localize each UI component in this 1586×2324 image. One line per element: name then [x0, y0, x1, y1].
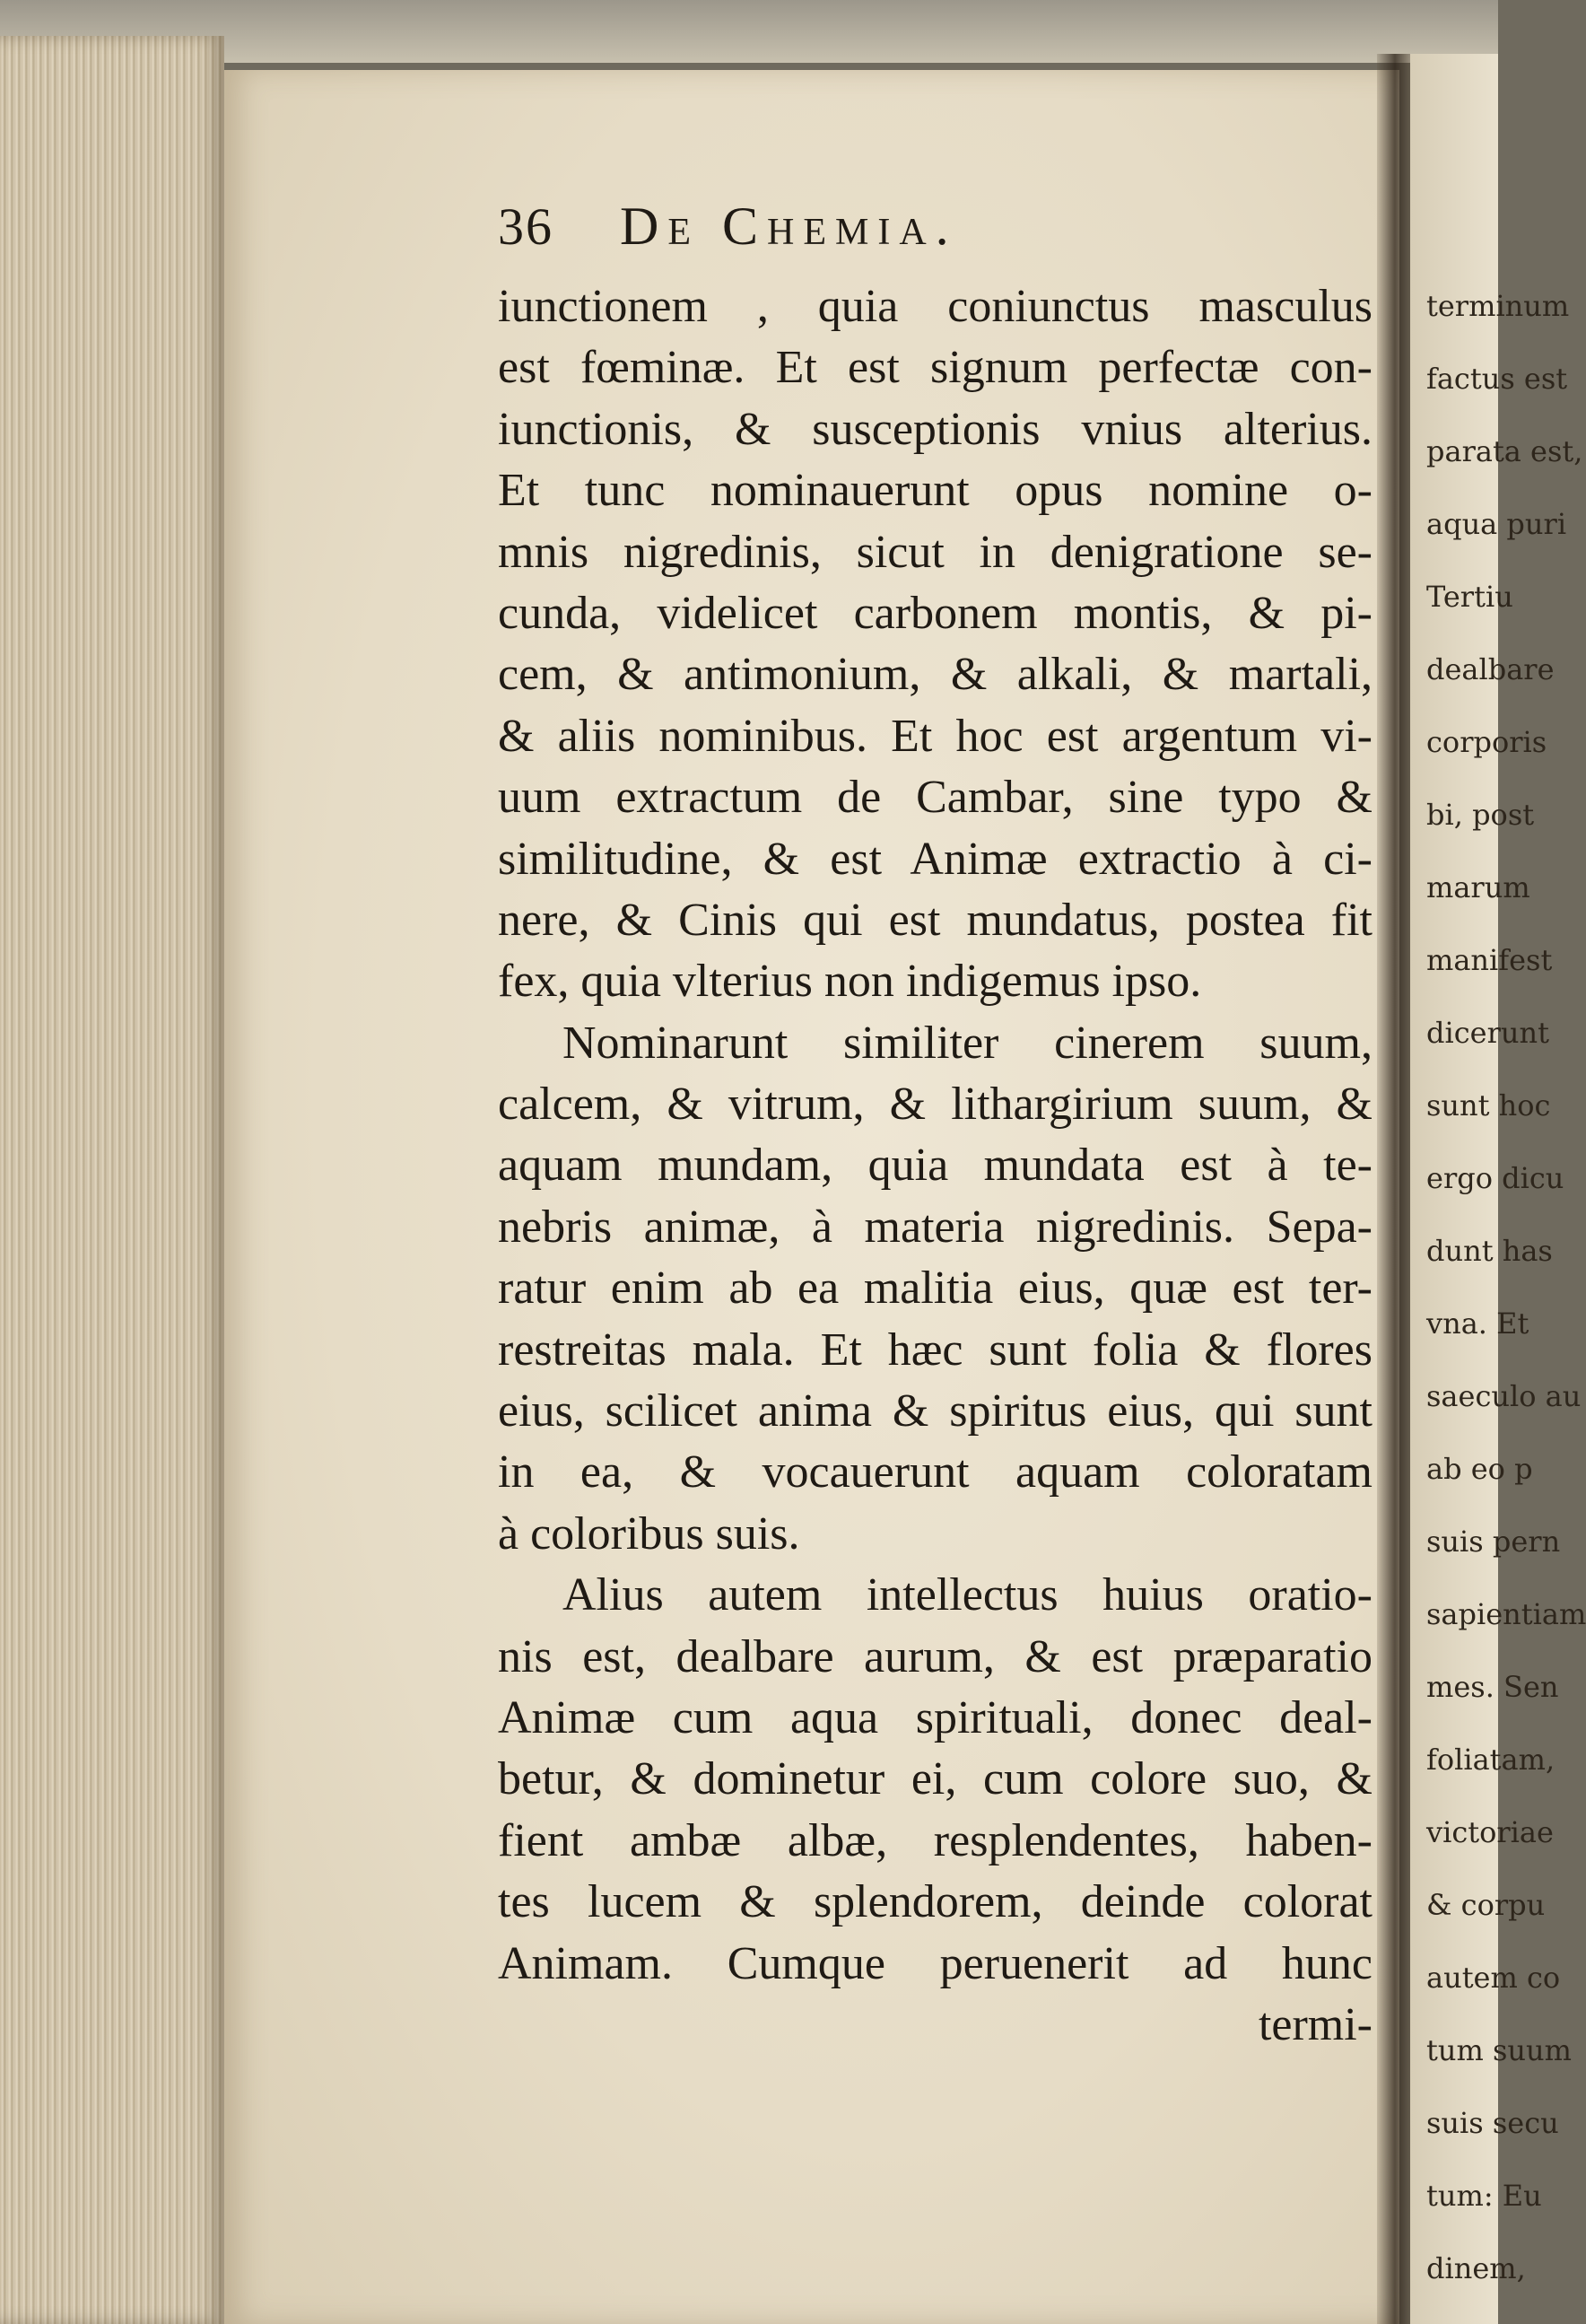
text-line: ratur enim ab ea malitia eius, quæ est ter- — [498, 1262, 1372, 1315]
facing-page — [1410, 54, 1586, 2324]
facing-line: ergo dicu — [1426, 1161, 1564, 1195]
text-line: cunda, videlicet carbonem montis, & pi- — [498, 587, 1372, 639]
text-line: calcem, & vitrum, & lithargirium suum, & — [498, 1079, 1372, 1131]
facing-line: parata est, — [1426, 434, 1583, 468]
text-line: nere, & Cinis qui est mundatus, postea fit — [498, 894, 1372, 946]
facing-line: vna. Et — [1426, 1306, 1529, 1341]
facing-line: ab eo p — [1426, 1452, 1533, 1486]
text-line: Alius autem intellectus huius oratio- — [562, 1569, 1372, 1621]
running-title: De Chemia. — [620, 197, 958, 256]
page-header — [498, 196, 958, 267]
facing-line: dealbare — [1426, 652, 1555, 686]
text-line: & aliis nominibus. Et hoc est argentum vi- — [498, 710, 1372, 762]
text-line: à coloribus suis. — [498, 1507, 800, 1560]
body-text — [498, 276, 1372, 2056]
facing-line: dinem, — [1426, 2251, 1526, 2285]
facing-line: dicerunt — [1426, 1016, 1549, 1050]
page-number: 36 — [498, 197, 553, 256]
facing-line: tum: Eu — [1426, 2179, 1542, 2213]
facing-line: tum suum — [1426, 2033, 1572, 2067]
facing-line: Tertiu — [1426, 580, 1513, 614]
text-line: aquam mundam, quia mundata est à te- — [498, 1140, 1372, 1192]
facing-line: foliatam, — [1426, 1743, 1556, 1777]
text-line: iunctionis, & susceptionis vnius alterius. — [498, 403, 1372, 455]
text-line: betur, & dominetur ei, cum colore suo, & — [498, 1753, 1372, 1805]
scan-top-background — [0, 0, 1498, 63]
text-line: Et tunc nominauerunt opus nomine o- — [498, 465, 1372, 517]
facing-line: mes. Sen — [1426, 1670, 1559, 1704]
facing-line: aqua puri — [1426, 507, 1567, 541]
facing-line: sunt hoc — [1426, 1088, 1551, 1123]
facing-line: dunt has — [1426, 1234, 1553, 1268]
facing-line: bi, post — [1426, 798, 1535, 832]
text-line: eius, scilicet anima & spiritus eius, qui sunt — [498, 1385, 1372, 1437]
text-line: fient ambæ albæ, resplendentes, haben- — [498, 1814, 1372, 1866]
text-line: fex, quia vlterius non indigemus ipso. — [498, 956, 1202, 1008]
facing-line: sapientiam — [1426, 1597, 1586, 1631]
facing-line: corporis — [1426, 725, 1547, 759]
text-line: Animam. Cumque peruenerit ad hunc — [498, 1937, 1372, 1989]
facing-line: autem co — [1426, 1961, 1561, 1995]
text-line: nis est, dealbare aurum, & est præparatio — [498, 1630, 1372, 1682]
facing-line: suis pern — [1426, 1525, 1561, 1559]
text-line: iunctionem , quia coniunctus masculus — [498, 281, 1372, 332]
facing-line: marum — [1426, 870, 1530, 904]
text-line: cem, & antimonium, & alkali, & martali, — [498, 649, 1372, 701]
facing-line: & corpu — [1426, 1888, 1546, 1922]
facing-line: victoriae — [1426, 1815, 1554, 1849]
text-line: mnis nigredinis, sicut in denigratione se- — [498, 526, 1372, 578]
text-line: nebris animæ, à materia nigredinis. Sepa- — [498, 1201, 1372, 1253]
text-line: est fœminæ. Et est signum perfectæ con- — [498, 342, 1372, 394]
facing-line: factus est — [1426, 362, 1568, 396]
facing-line: manifest — [1426, 943, 1553, 977]
text-line: uum extractum de Cambar, sine typo & — [498, 772, 1372, 824]
text-line: in ea, & vocauerunt aquam coloratam — [498, 1446, 1372, 1498]
facing-line: terminum — [1426, 289, 1570, 323]
catchword: termi- — [1258, 1998, 1372, 2050]
facing-line: saeculo au — [1426, 1379, 1582, 1413]
text-line: similitudine, & est Animæ extractio à ci- — [498, 833, 1372, 885]
book-page-edges — [0, 36, 224, 2324]
text-line: restreitas mala. Et hæc sunt folia & flores — [498, 1324, 1372, 1376]
text-line: Animæ cum aqua spirituali, donec deal- — [498, 1691, 1372, 1743]
facing-line: suis secu — [1426, 2106, 1559, 2140]
text-line: tes lucem & splendorem, deinde colorat — [498, 1876, 1372, 1928]
text-line: Nominarunt similiter cinerem suum, — [562, 1017, 1372, 1069]
book-gutter — [1377, 54, 1413, 2324]
